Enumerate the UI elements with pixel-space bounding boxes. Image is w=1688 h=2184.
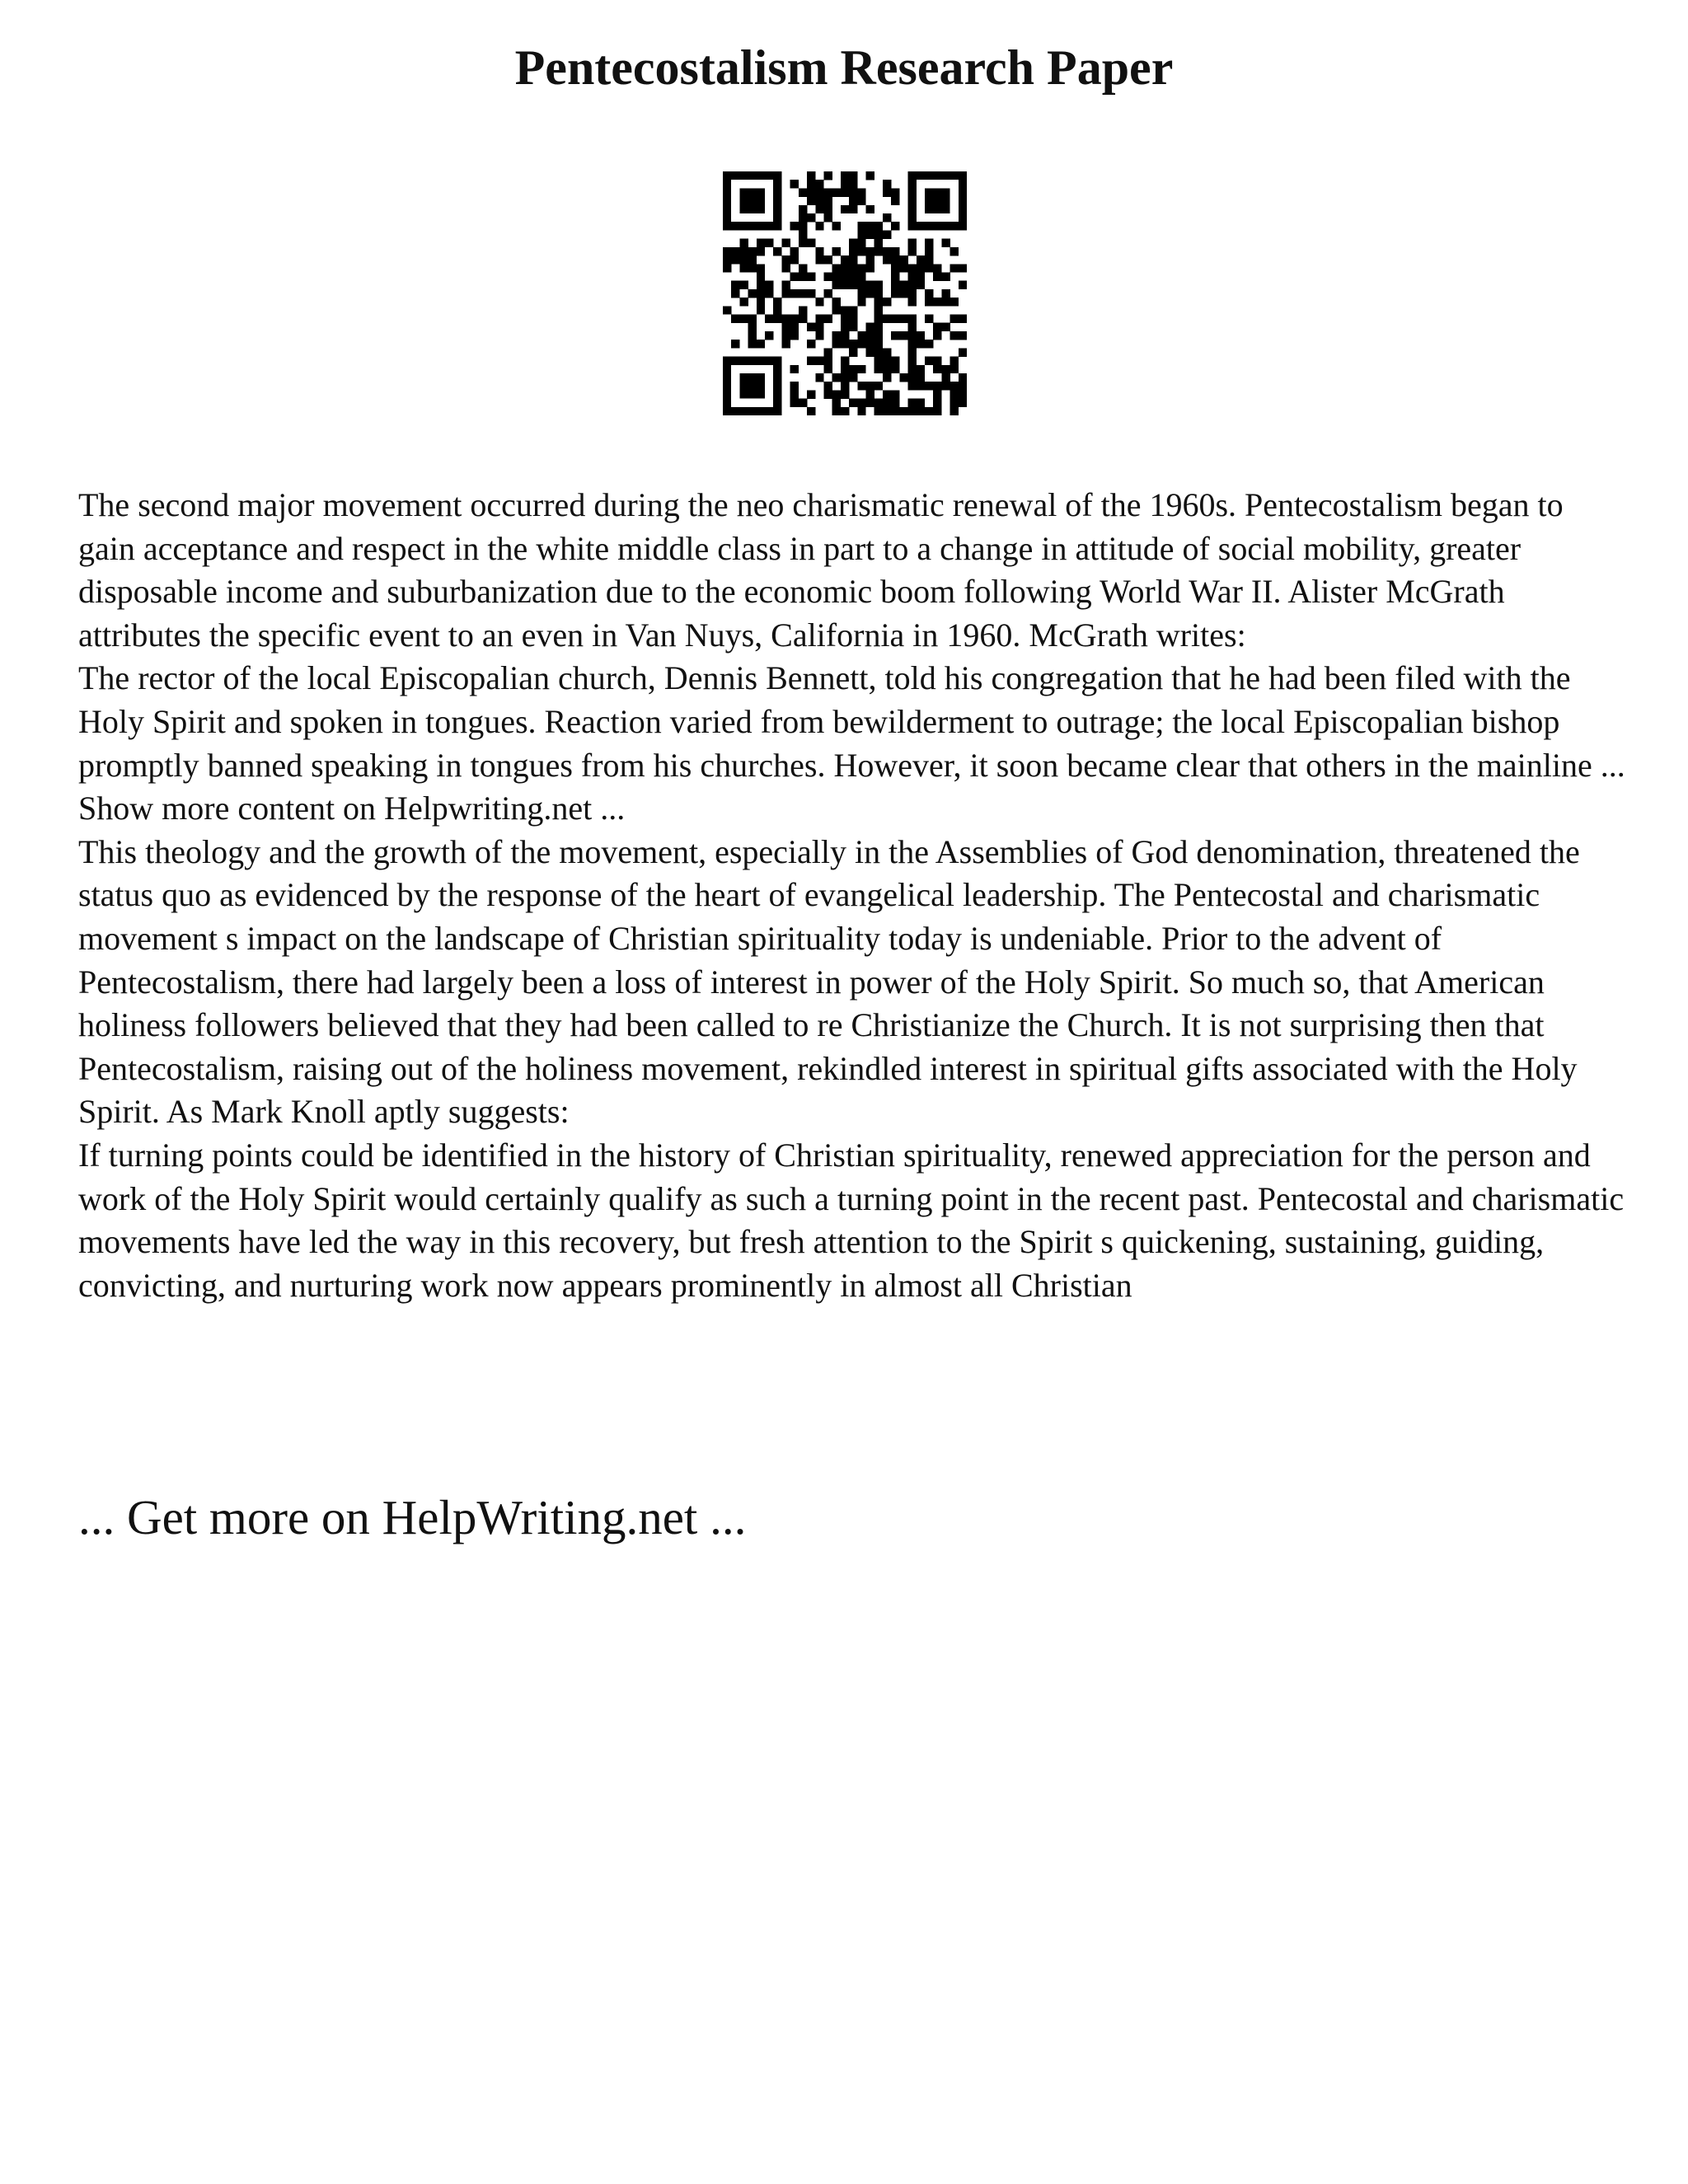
paragraph: This theology and the growth of the movement, especially in the Assemblies of God denomination, threatened the status quo as evidenced by the response of the heart of evangelical leadership. The Pentecostal and charismatic movement s impact on the landscape of Christian spirituality today is undeniable. Prior to the advent of Pentecostalism, there had largely been a loss of interest in power of the Holy Spirit. So much so, that American holiness followers believed that they had been called to re Christianize the Church. It is not surprising then that Pentecostalism, raising out of the holiness movement, rekindled interest in spiritual gifts associated with the Holy Spirit. As Mark Knoll aptly suggests:: [78, 832, 1580, 1131]
get-more-link[interactable]: ... Get more on HelpWriting.net ...: [78, 1490, 747, 1544]
paragraph: The rector of the local Episcopalian church, Dennis Bennett, told his congregation that he had been filed with the Holy Spirit and spoken in tongues. Reaction varied from bewilderment to outrage; the local Episcopalian bishop promptly banned speaking in tongues from his churches. However, it soon became clear that others in the mainline ... Show more content on Helpwriting.net ...: [78, 659, 1625, 827]
qr-code-icon: [723, 171, 967, 415]
paragraph: If turning points could be identified in the history of Christian spirituality, renewed appreciation for the person and work of the Holy Spirit would certainly qualify as such a turning point in the recent past. Pentecostal and charismatic movements have led the way in this recovery, but fresh attention to the Spirit s quickening, sustaining, guiding, convicting, and nurturing work now appears prominently in almost all Christian: [78, 1136, 1625, 1304]
article-body: [78, 484, 1628, 1307]
paragraph: The second major movement occurred during the neo charismatic renewal of the 1960s. Pentecostalism began to gain acceptance and respect in the white middle class in part to a change in attitude of social mobility, greater disposable income and suburbanization due to the economic boom following World War II. Alister McGrath attributes the specific event to an even in Van Nuys, California in 1960. McGrath writes:: [78, 486, 1564, 654]
page-title: Pentecostalism Research Paper: [514, 40, 1174, 95]
